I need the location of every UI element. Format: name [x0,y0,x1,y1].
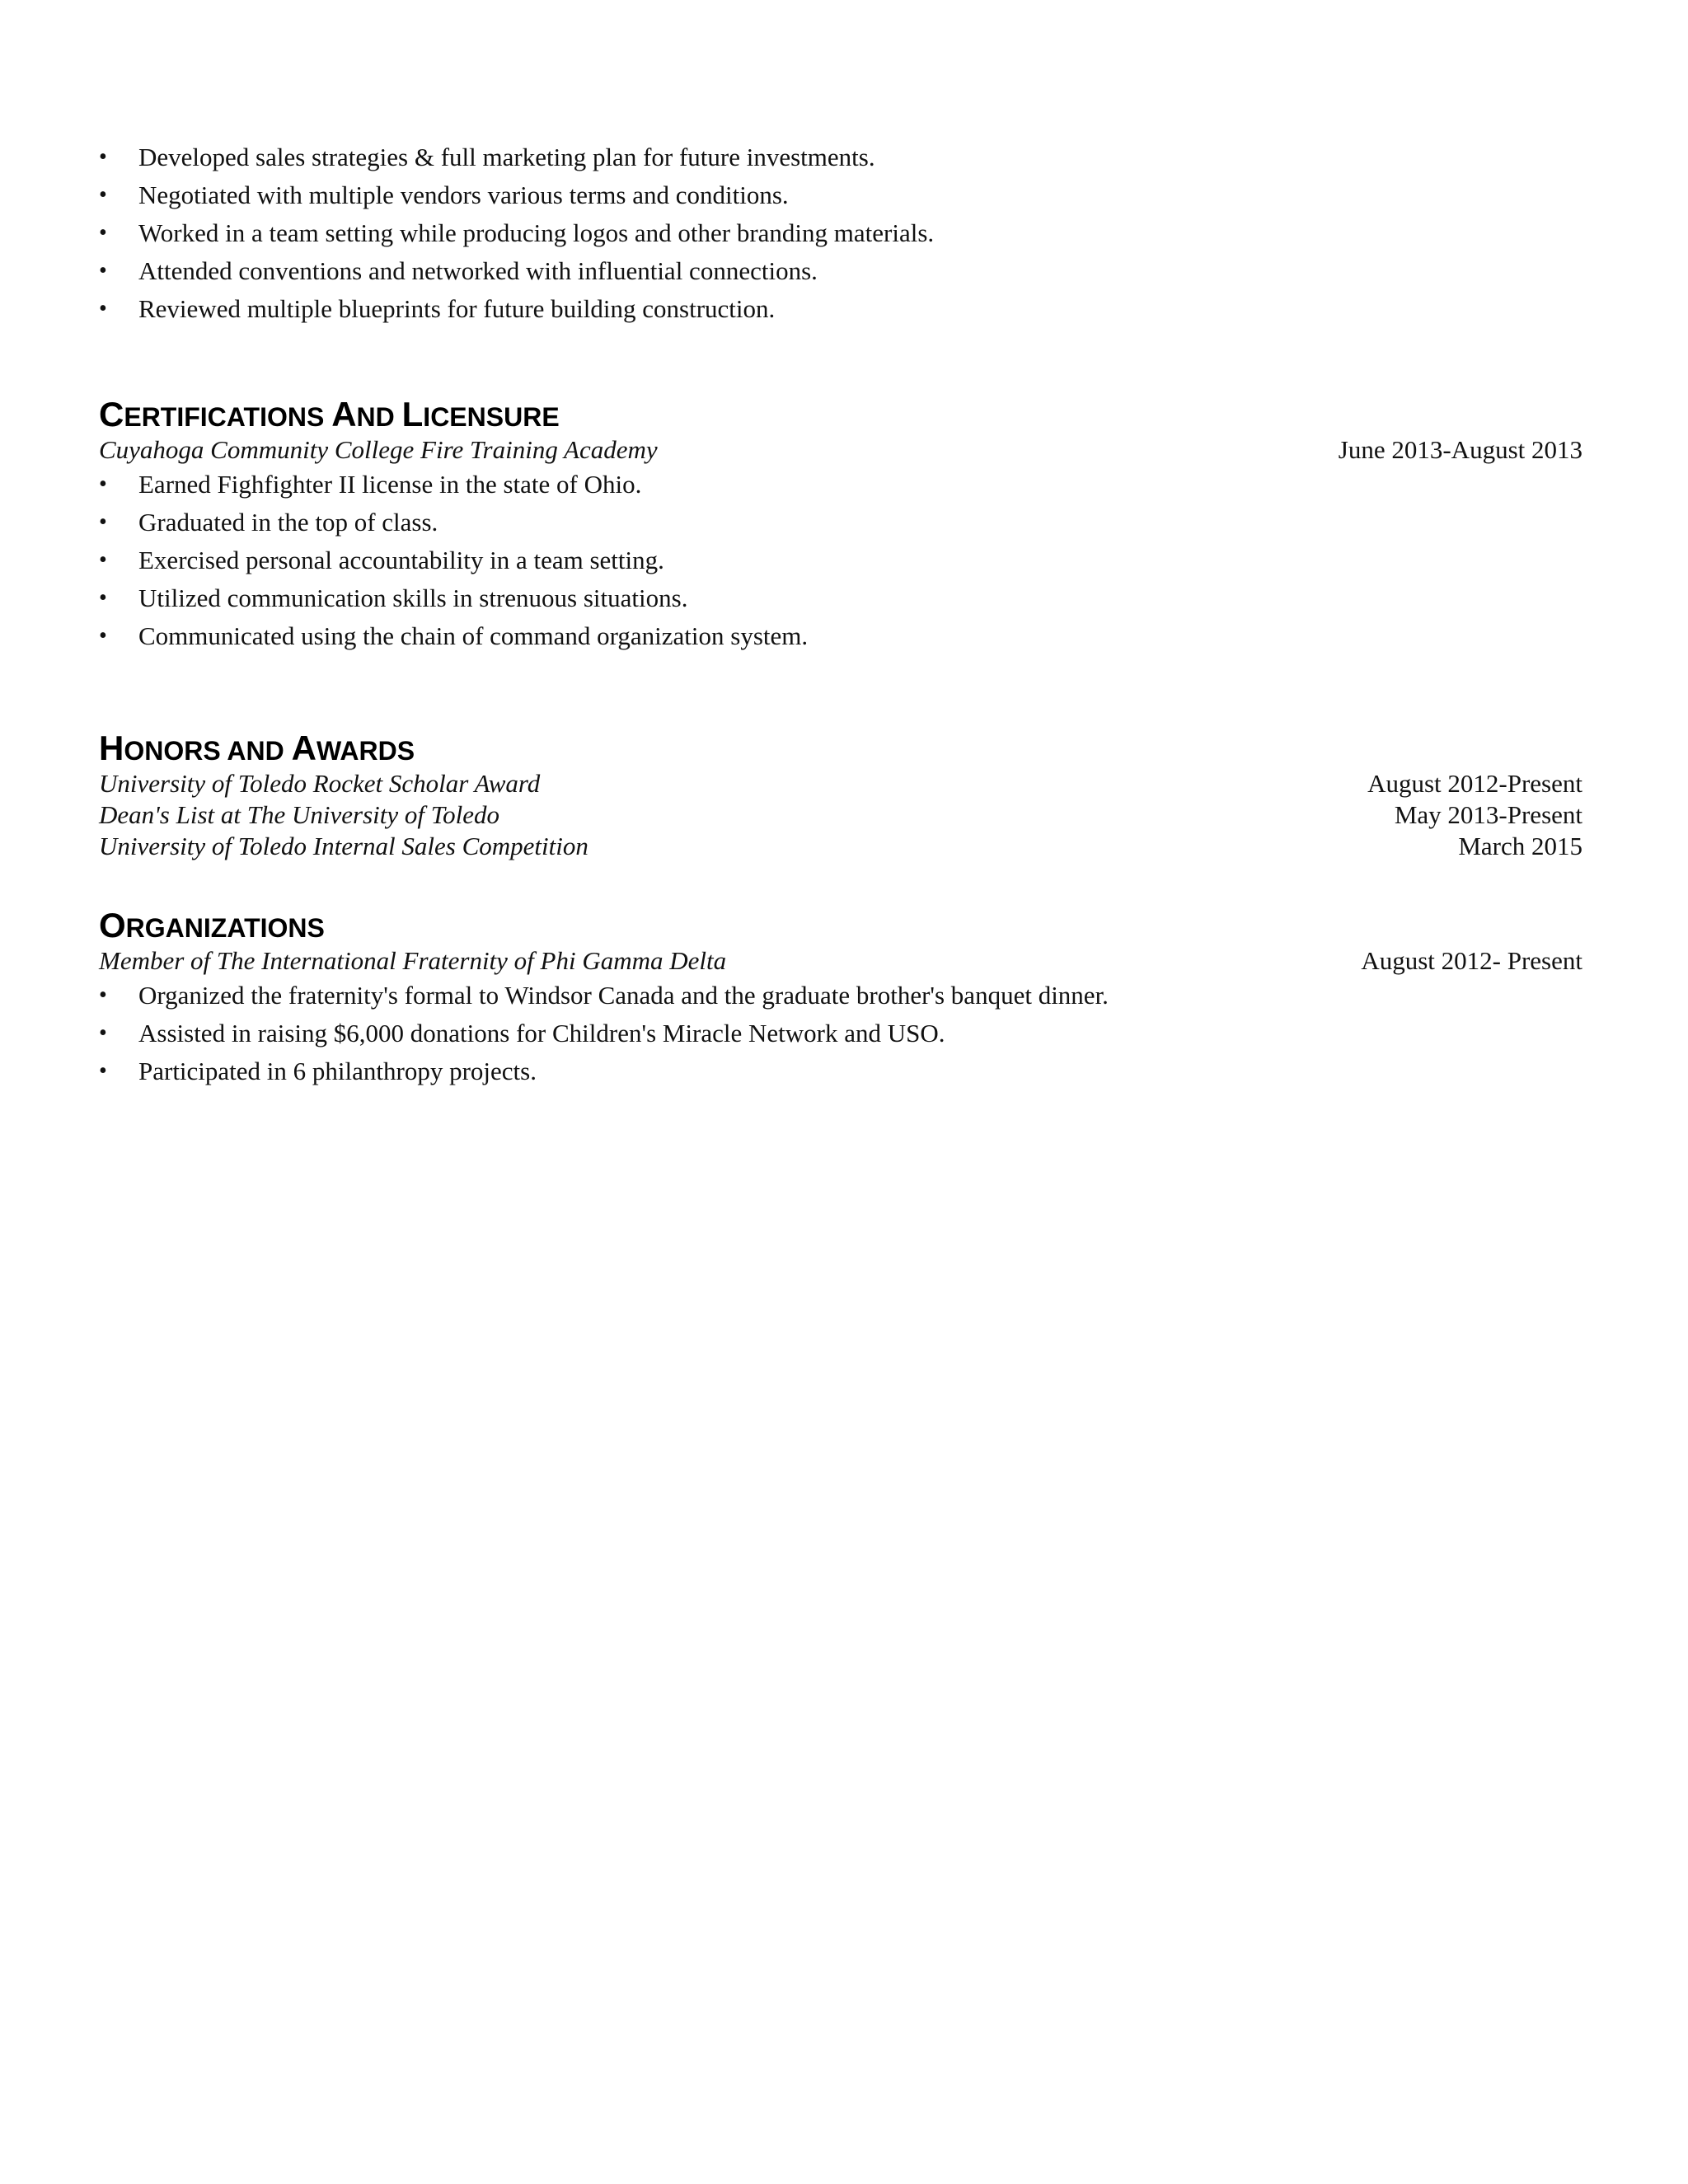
honor-entry [99,768,1582,799]
certifications-section [99,397,1582,655]
bullet-icon: • [99,585,107,611]
bullet-item: • Negotiated with multiple vendors various terms and conditions. [99,176,1582,214]
bullet-item: • Utilized communication skills in strenuous situations. [99,579,1582,617]
bullet-item: • Participated in 6 philanthropy projects. [99,1052,1582,1090]
honor-name: University of Toledo Rocket Scholar Award [99,769,541,798]
certifications-heading: CERTIFICATIONS AND LICENSURE [99,395,560,434]
bullet-icon: • [99,144,107,170]
bullet-icon: • [99,182,107,208]
organization-date: August 2012- Present [1361,946,1582,975]
bullet-item: • Assisted in raising $6,000 donations for Children's Miracle Network and USO. [99,1015,1582,1052]
honor-name: Dean's List at The University of Toledo [99,800,499,829]
bullet-item: • Earned Fighfighter II license in the state of Ohio. [99,466,1582,504]
resume-page [99,138,1582,1090]
certification-org: Cuyahoga Community College Fire Training Academy [99,435,658,464]
bullet-icon: • [99,220,107,246]
experience-bullet-list [99,138,1582,328]
organization-entry [99,945,1582,977]
honors-section [99,731,1582,862]
honor-date: March 2015 [1458,832,1582,860]
organizations-heading: ORGANIZATIONS [99,906,325,944]
bullet-icon: • [99,471,107,497]
bullet-item: • Organized the fraternity's formal to Windsor Canada and the graduate brother's banquet dinner. [99,977,1582,1015]
certification-bullet-list [99,466,1582,655]
bullet-icon: • [99,509,107,535]
bullet-icon: • [99,1058,107,1084]
honors-heading: HONORS AND AWARDS [99,729,415,767]
bullet-icon: • [99,258,107,284]
bullet-icon: • [99,296,107,321]
honor-entry [99,799,1582,831]
bullet-item: • Exercised personal accountability in a team setting. [99,541,1582,579]
bullet-item: • Developed sales strategies & full marketing plan for future investments. [99,138,1582,176]
certification-date: June 2013-August 2013 [1338,435,1582,464]
bullet-item: • Attended conventions and networked with influential connections. [99,252,1582,290]
bullet-icon: • [99,547,107,573]
honor-date: August 2012-Present [1367,769,1582,798]
bullet-item: • Worked in a team setting while producing logos and other branding materials. [99,214,1582,252]
honor-date: May 2013-Present [1394,800,1582,829]
organization-bullet-list [99,977,1582,1090]
certification-entry [99,434,1582,466]
bullet-icon: • [99,982,107,1008]
organizations-section [99,908,1582,1090]
bullet-item: • Reviewed multiple blueprints for future building construction. [99,290,1582,328]
honor-entry [99,831,1582,862]
bullet-item: • Graduated in the top of class. [99,504,1582,541]
honor-name: University of Toledo Internal Sales Competition [99,832,588,860]
bullet-icon: • [99,623,107,649]
bullet-item: • Communicated using the chain of command organization system. [99,617,1582,655]
organization-name: Member of The International Fraternity of Phi Gamma Delta [99,946,727,975]
bullet-icon: • [99,1020,107,1046]
